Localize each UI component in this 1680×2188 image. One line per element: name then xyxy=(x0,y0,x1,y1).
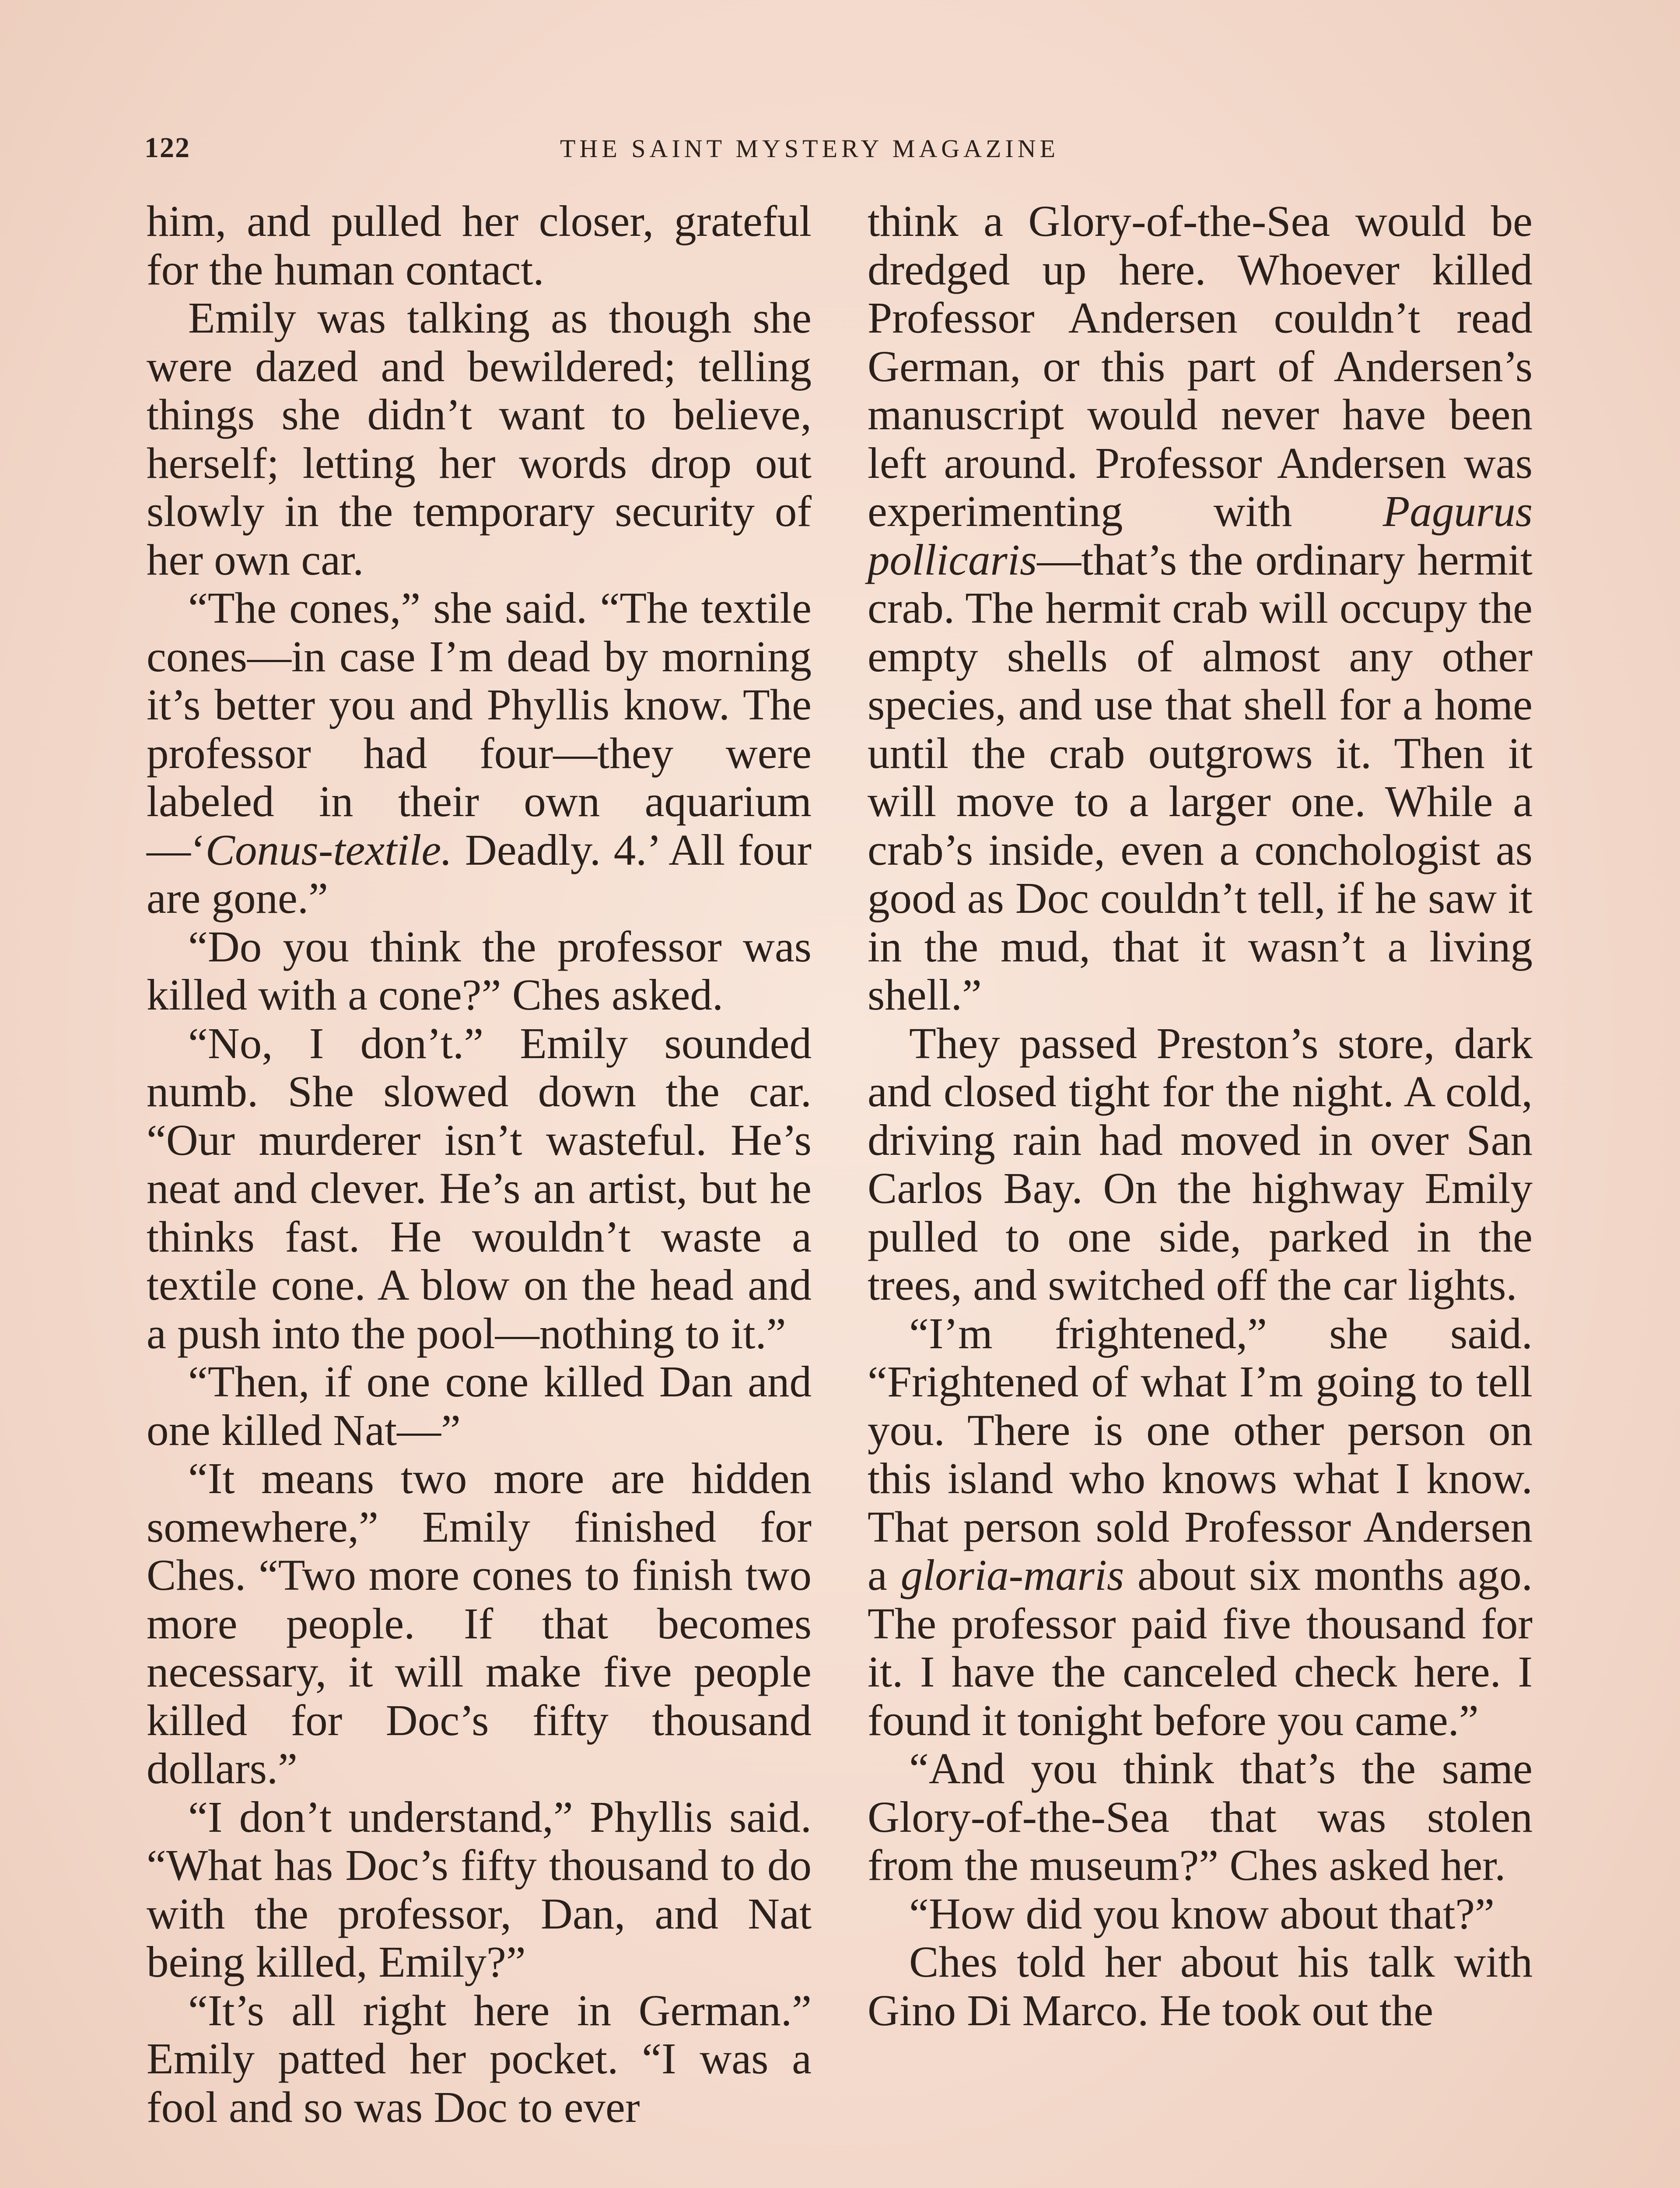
paragraph xyxy=(868,1019,1533,1309)
paragraph xyxy=(147,1454,812,1793)
right-text-column xyxy=(868,197,1533,2034)
paragraph-text: “I’m frightened,” she said. “Frightened of what I’m going to tell you. There is one other person on this island who knows what I know. That person sold Professor Andersen a xyxy=(868,1308,1533,1599)
paragraph-text: him, and pulled her closer, grateful for the human contact. xyxy=(147,196,812,294)
paragraph-text: “How did you know about that?” xyxy=(909,1889,1494,1938)
paragraph-text: “Do you think the professor was killed with a cone?” Ches asked. xyxy=(147,922,812,1019)
paragraph xyxy=(868,1744,1533,1890)
paragraph xyxy=(147,922,812,1019)
paragraph-text: think a Glory-of-the-Sea would be dredged up here. Whoever killed Professor Andersen couldn’t read German, or this part of Andersen’s manuscript would never have been left around. Professor Andersen was experimenting with xyxy=(868,196,1533,536)
paragraph-text: “It’s all right here in German.” Emily patted her pocket. “I was a fool and so was Doc to ever xyxy=(147,1985,812,2132)
paragraph-text: They passed Preston’s store, dark and closed tight for the night. A cold, driving rain had moved in over San Carlos Bay. On the highway Emily pulled to one side, parked in the trees, and switched off the car lights. xyxy=(868,1018,1533,1309)
paragraph-text: Deadly. 4.’ All four are gone.” xyxy=(147,825,812,922)
italic-text: Pagurus pollicaris xyxy=(868,487,1533,584)
paragraph xyxy=(868,197,1533,1019)
italic-text: Conus-textile. xyxy=(205,825,452,874)
paragraph-text: —that’s the ordinary hermit crab. The hermit crab will occupy the empty shells of almost any other species, and use that shell for a home until the crab outgrows it. Then it will move to a larger one. While a crab’s inside, even a conchologist as good as Doc couldn’t tell, if he saw it in the mud, that it wasn’t a living shell.” xyxy=(868,535,1533,1019)
italic-text: gloria-maris xyxy=(900,1550,1124,1599)
paragraph-text: Emily was talking as though she were dazed and bewildered; telling things she didn’t want to believe, herself; letting her words drop out slowly in the temporary security of her own car. xyxy=(147,293,812,584)
paragraph xyxy=(147,1986,812,2132)
paragraph-text: “And you think that’s the same Glory-of-the-Sea that was stolen from the museum?” Ches asked her. xyxy=(868,1744,1533,1890)
paragraph-text: “No, I don’t.” Emily sounded numb. She slowed down the car. “Our murderer isn’t wasteful. He’s neat and clever. He’s an artist, but he thinks fast. He wouldn’t waste a textile cone. A blow on the head and a push into the pool—nothing to it.” xyxy=(147,1018,812,1358)
running-head: THE SAINT MYSTERY MAGAZINE xyxy=(560,134,1060,163)
paragraph xyxy=(147,1357,812,1454)
paragraph xyxy=(147,1019,812,1358)
paragraph-text: Ches told her about his talk with Gino Di Marco. He took out the xyxy=(868,1937,1533,2035)
paragraph xyxy=(147,294,812,584)
paragraph xyxy=(147,584,812,922)
paragraph xyxy=(868,1938,1533,2034)
left-text-column xyxy=(147,197,812,2131)
paragraph-text: “The cones,” she said. “The textile cones—in case I’m dead by morning it’s better you and Phyllis know. The professor had four—they were labeled in their own aquarium—‘ xyxy=(147,583,812,874)
paragraph xyxy=(868,1890,1533,1938)
paragraph xyxy=(147,1793,812,1986)
paragraph xyxy=(147,197,812,294)
paragraph-text: about six months ago. The professor paid five thousand for it. I have the canceled check here. I found it tonight before you came.” xyxy=(868,1550,1533,1745)
paragraph xyxy=(868,1309,1533,1745)
page-number: 122 xyxy=(144,132,190,164)
paragraph-text: “It means two more are hidden somewhere,” Emily finished for Ches. “Two more cones to finish two more people. If that becomes necessary, it will make five people killed for Doc’s fifty thousand dollars.” xyxy=(147,1454,812,1793)
paragraph-text: “I don’t understand,” Phyllis said. “What has Doc’s fifty thousand to do with the professor, Dan, and Nat being killed, Emily?” xyxy=(147,1792,812,1986)
paragraph-text: “Then, if one cone killed Dan and one killed Nat—” xyxy=(147,1357,812,1455)
